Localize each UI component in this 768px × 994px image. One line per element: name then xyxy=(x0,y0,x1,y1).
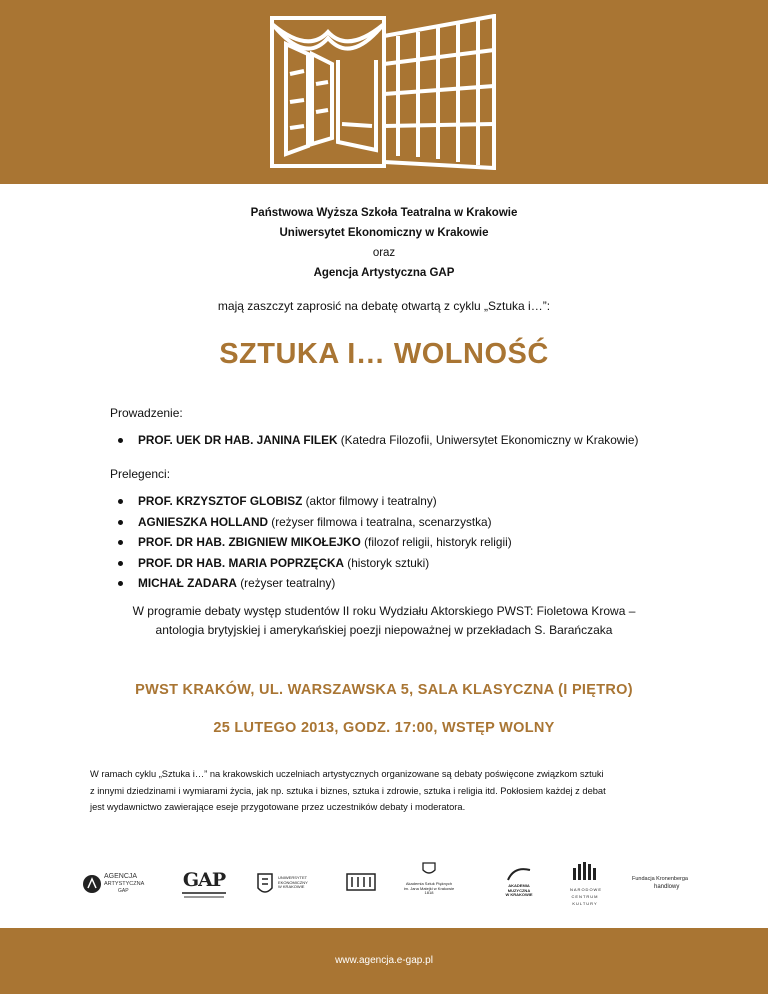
gap-logo xyxy=(178,870,230,900)
host-role: (Katedra Filozofii, Uniwersytet Ekonomiczny w Krakowie) xyxy=(337,433,639,447)
fk-line-2: handlowy xyxy=(654,884,680,890)
header-banner xyxy=(0,0,768,184)
list-item xyxy=(118,512,512,533)
footnote-line-3: jest wydawnictwo zawierające eseje przygotowane przez uczestników debaty i moderatora. xyxy=(90,802,466,812)
speaker-role: (reżyser filmowa i teatralna, scenarzystka) xyxy=(267,514,492,529)
am-line-2: MUZYCZNA xyxy=(507,887,531,893)
list-item xyxy=(118,532,512,553)
program-description xyxy=(90,602,678,640)
date-text: 25 LUTEGO 2013, GODZ. 17:00, WSTĘP WOLNY xyxy=(213,720,555,736)
akademia-muzyczna-logo xyxy=(498,866,540,906)
asp-line-1: Akademia Sztuk Pięknych xyxy=(405,881,453,886)
list-item xyxy=(118,430,638,451)
pwst-logo xyxy=(346,872,376,892)
speaker-role: (aktor filmowy i teatralny) xyxy=(302,494,437,508)
gap-logo-text: GAP xyxy=(182,869,226,891)
list-item xyxy=(118,491,512,512)
nck-grid-icon xyxy=(573,862,597,880)
organizers xyxy=(0,203,768,283)
theatre-window-logo-icon xyxy=(268,14,500,170)
speaker-name: AGNIESZKA HOLLAND xyxy=(138,514,268,529)
uek-line-2: EKONOMICZNY xyxy=(278,879,308,885)
fk-line-1: Fundacja Kronenberga xyxy=(632,876,688,882)
pwst-emblem-icon xyxy=(346,872,376,892)
host-name: PROF. UEK DR HAB. JANINA FILEK xyxy=(138,433,338,447)
nck-logo xyxy=(570,862,600,908)
speaker-name: MICHAŁ ZADARA xyxy=(138,576,237,590)
list-item xyxy=(118,573,512,594)
speaker-name: PROF. DR HAB. MARIA POPRZĘCKA xyxy=(138,555,345,570)
speaker-name: PROF. DR HAB. ZBIGNIEW MIKOŁEJKO xyxy=(138,535,361,549)
program-line-2: antologia brytyjskiej i amerykańskiej poezji niepoważnej w przekładach S. Barańczaka xyxy=(155,623,613,637)
nck-line-3: KULTURY xyxy=(572,901,598,906)
agencja-line-2: ARTYSTYCZNA xyxy=(104,881,145,887)
organizer-uek: Uniwersytet Ekonomiczny w Krakowie xyxy=(279,227,489,239)
organizer-gap: Agencja Artystyczna GAP xyxy=(313,267,455,279)
host-label: Prowadzenie: xyxy=(110,406,183,420)
sponsor-logos xyxy=(0,858,768,914)
agencja-gap-logo xyxy=(82,872,152,898)
nck-line-1: NARODOWE xyxy=(570,887,602,892)
venue-text: PWST KRAKÓW, UL. WARSZAWSKA 5, SALA KLASYCZNA (I PIĘTRO) xyxy=(135,682,633,698)
fundacja-kronenberga-logo xyxy=(632,876,692,900)
am-line-3: W KRAKOWIE xyxy=(505,892,533,897)
uek-line-3: W KRAKOWIE xyxy=(278,884,305,889)
list-item xyxy=(118,553,512,574)
uek-logo xyxy=(256,870,326,900)
organizer-conjunction: oraz xyxy=(372,247,396,259)
nck-line-2: CENTRUM xyxy=(571,894,599,899)
harp-icon xyxy=(504,866,534,882)
organizer-pwst: Państwowa Wyższa Szkoła Teatralna w Krakowie xyxy=(250,207,518,219)
agencja-circle-icon xyxy=(82,874,102,894)
am-line-1: AKADEMIA xyxy=(508,883,530,888)
program-line-1: W programie debaty występ studentów II roku Wydziału Aktorskiego PWST: Fioletowa Krowa – xyxy=(132,604,636,618)
asp-line-2: im. Jana Matejki w Krakowie xyxy=(403,885,455,891)
uek-emblem-icon xyxy=(256,872,274,896)
speaker-role: (reżyser teatralny) xyxy=(236,576,336,590)
series-footnote xyxy=(90,766,690,816)
speakers-label: Prelegenci: xyxy=(110,467,171,481)
page-title: SZTUKA I… WOLNOŚĆ xyxy=(219,338,549,370)
speaker-role: (filozof religii, historyk religii) xyxy=(360,535,512,549)
footer-url-link[interactable]: www.agencja.e-gap.pl xyxy=(335,955,433,966)
uek-line-1: UNIWERSYTET xyxy=(278,875,308,880)
speakers-list xyxy=(118,491,512,594)
invitation-text: mają zaszczyt zaprosić na debatę otwartą z cyklu „Sztuka i…”: xyxy=(217,299,551,313)
footnote-line-1: W ramach cyklu „Sztuka i…” na krakowskich uczelniach artystycznych organizowane są debaty poświęcone związkom sztuki xyxy=(90,769,604,779)
footnote-line-2: z innymi dziedzinami i wymiarami życia, jak np. sztuka i biznes, sztuka i zdrowie, sztuka i religia itd. Pokłosiem każdej z debat xyxy=(90,785,606,796)
agencja-line-1: AGENCJA xyxy=(104,873,138,880)
host-list xyxy=(118,430,638,451)
asp-line-3: 1818 xyxy=(424,890,434,895)
asp-shield-icon xyxy=(422,862,436,876)
asp-logo xyxy=(400,862,458,906)
footer-bar xyxy=(0,928,768,994)
speaker-name: PROF. KRZYSZTOF GLOBISZ xyxy=(138,494,303,508)
speaker-role: (historyk sztuki) xyxy=(344,555,430,570)
agencja-line-3: GAP xyxy=(118,888,129,894)
